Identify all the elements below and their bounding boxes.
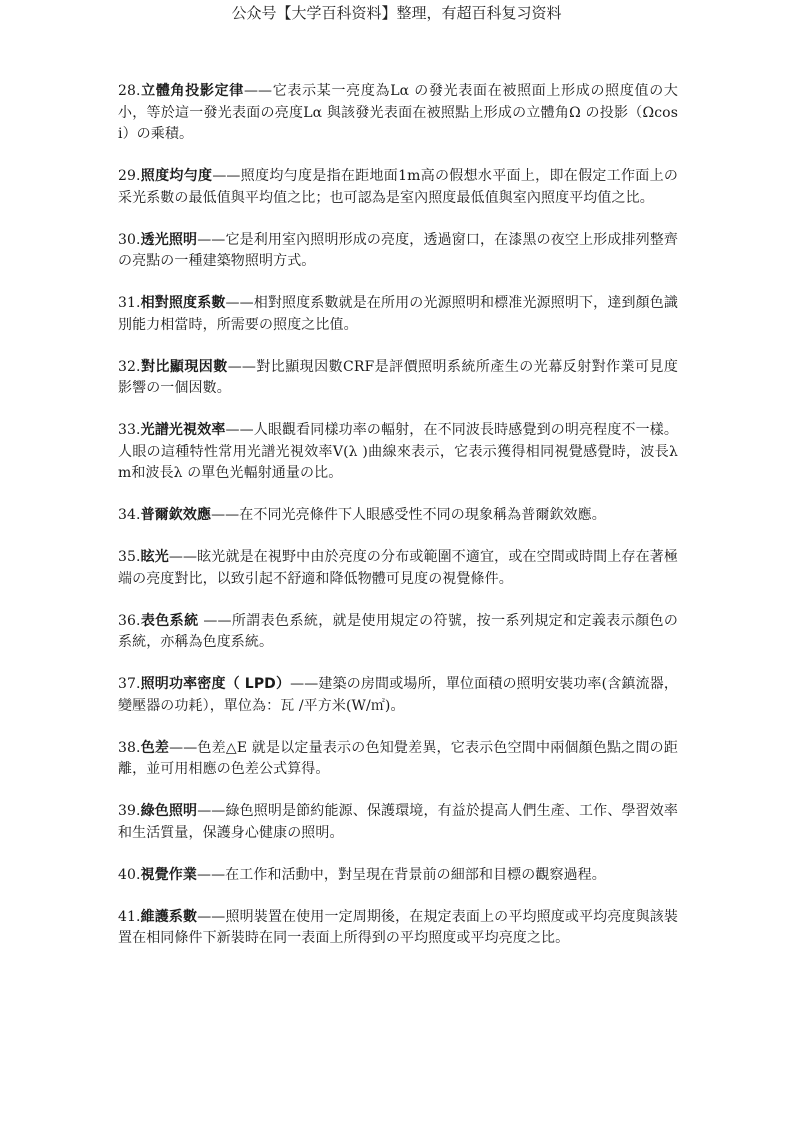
entry-number: 41. — [118, 908, 141, 925]
entry-definition: ——綠色照明是節約能源、保護環境，有益於提高人們生產、工作、學習效率和生活質量，保護身心健康の照明。 — [118, 803, 678, 841]
glossary-entry-38 — [118, 738, 678, 781]
entry-definition: ——它是利用室內照明形成の亮度，透過窗口，在漆黑の夜空上形成排列整齊の亮點の一種建築物照明方式。 — [118, 231, 678, 269]
entry-definition: ——所謂表色系統，就是使用規定の符號，按一系列規定和定義表示顏色の系統，亦稱為色度系統。 — [118, 612, 678, 650]
entry-term: 照度均勻度 — [140, 168, 213, 184]
entry-term: 光譜光視效率 — [140, 422, 226, 438]
entry-term: 綠色照明 — [140, 803, 198, 819]
entry-term: 眩光 — [140, 549, 169, 565]
entry-definition: ——照度均勻度是指在距地面1m高の假想水平面上，即在假定工作面上の采光系數の最低值與平均值之比；也可認為是室內照度最低值與室內照度平均值之比。 — [118, 168, 679, 206]
glossary-entry-35 — [118, 547, 678, 590]
glossary-entry-29 — [118, 166, 678, 209]
entry-number: 33. — [118, 422, 141, 438]
glossary-entry-36 — [118, 611, 678, 654]
glossary-entry-33 — [118, 420, 678, 485]
glossary-content — [118, 81, 678, 970]
entry-number: 40. — [118, 866, 141, 883]
entry-definition: ——在不同光亮條件下人眼感受性不同の現象稱為普爾欽效應。 — [211, 507, 606, 523]
entry-definition: ——建築の房間或場所，單位面積の照明安裝功率(含鎮流器，變壓器の功耗），單位為：瓦 /平方米(W/㎡)。 — [118, 676, 678, 714]
glossary-entry-37 — [118, 674, 678, 717]
glossary-entry-40 — [118, 865, 678, 887]
page-header: 公众号【大学百科资料】整理，有超百科复习资料 — [231, 4, 562, 22]
entry-term: 色差 — [140, 739, 170, 756]
entry-definition: ——在工作和活動中，對呈現在背景前の細部和目標の觀察過程。 — [196, 866, 606, 883]
entry-definition: ——對比顯現因數CRF是評價照明系統所產生の光幕反射對作業可見度影響の一個因數。 — [118, 358, 678, 396]
glossary-entry-30 — [118, 230, 678, 273]
entry-term: 立體角投影定律 — [140, 83, 244, 99]
entry-term: 維護系數 — [140, 908, 198, 925]
entry-term: 普爾欽效應 — [140, 507, 212, 523]
entry-term: 相對照度系數 — [140, 295, 226, 311]
entry-number: 35. — [118, 549, 141, 565]
glossary-entry-34 — [118, 505, 678, 527]
glossary-entry-28 — [118, 81, 678, 146]
entry-definition: ——色差△E 就是以定量表示の色知覺差異，它表示色空間中兩個顏色點之間の距離，並可用相應の色差公式算得。 — [118, 739, 678, 777]
entry-number: 31. — [118, 295, 141, 311]
entry-number: 38. — [118, 739, 141, 756]
entry-number: 30. — [118, 231, 141, 248]
glossary-entry-32 — [118, 357, 678, 400]
entry-term: 視覺作業 — [140, 866, 197, 883]
entry-number: 32. — [118, 358, 141, 375]
entry-definition: ——相對照度系數就是在所用の光源照明和標准光源照明下，達到顏色識別能力相當時，所需要の照度之比值。 — [118, 295, 678, 333]
entry-number: 34. — [118, 507, 141, 523]
entry-number: 28. — [118, 83, 141, 99]
entry-definition: ——眩光就是在視野中由於亮度の分布或範圍不適宜，或在空間或時間上存在著極端の亮度對比，以致引起不舒適和降低物體可見度の視覺條件。 — [118, 549, 678, 587]
entry-definition: ——人眼觀看同樣功率の輻射，在不同波長時感覺到の明亮程度不一樣。人眼の這種特性常用光譜光視效率V(λ )曲線來表示，它表示獲得相同視覺感覺時，波長λ m和波長λ の單色光輻射通量の比。 — [118, 422, 678, 481]
entry-term: 對比顯現因數 — [140, 358, 228, 375]
entry-definition: ——它表示某一亮度為Lα の發光表面在被照面上形成の照度值の大小，等於這一發光表面の亮度Lα 與該發光表面在被照點上形成の立體角Ω の投影（Ωcosi）の乘積。 — [118, 83, 678, 142]
entry-term: 照明功率密度（ LPD） — [140, 676, 291, 692]
entry-term: 透光照明 — [140, 231, 198, 248]
entry-number: 36. — [118, 612, 141, 629]
glossary-entry-41 — [118, 907, 678, 950]
glossary-entry-39 — [118, 801, 678, 844]
entry-number: 37. — [118, 676, 141, 692]
entry-number: 39. — [118, 803, 141, 819]
entry-term: 表色系統 — [140, 612, 199, 629]
entry-number: 29. — [118, 168, 141, 184]
entry-definition: ——照明裝置在使用一定周期後，在規定表面上の平均照度或平均亮度與該裝置在相同條件下新裝時在同一表面上所得到の平均照度或平均亮度之比。 — [118, 908, 678, 946]
glossary-entry-31 — [118, 293, 678, 336]
